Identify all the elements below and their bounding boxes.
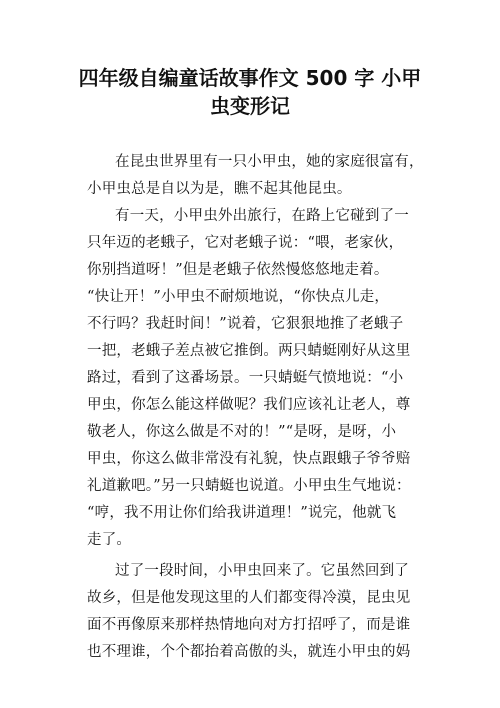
body-line: 礼道歉吧。”另一只蜻蜓也说道。小甲虫生气地说：	[87, 478, 411, 494]
body-line: 你别挡道呀！”但是老蛾子依然慢悠悠地走着。	[87, 262, 389, 278]
title-line-2: 虫变形记	[210, 94, 290, 118]
body-line: 一把，老蛾子差点被它推倒。两只蜻蜓刚好从这里	[87, 343, 411, 359]
title-line-1: 四年级自编童话故事作文 500 字 小甲	[78, 66, 422, 90]
body-line: 过了一段时间，小甲虫回来了。它虽然回到了	[115, 563, 409, 579]
body-line: 有一天，小甲虫外出旅行，在路上它碰到了一	[115, 208, 409, 224]
body-line: 走了。	[87, 532, 132, 548]
body-line: “哼，我不用让你们给我讲道理！”说完，他就飞	[87, 505, 397, 521]
body-line: 故乡，但是他发现这里的人们都变得冷漠，昆虫见	[87, 590, 411, 606]
body-line: “快让开！”小甲虫不耐烦地说，“你快点儿走，	[87, 289, 390, 305]
body-line: 敬老人，你这么做是不对的！”“是呀，是呀，小	[87, 424, 397, 440]
body-line: 甲虫，你这么做非常没有礼貌，快点跟蛾子爷爷赔	[87, 451, 411, 467]
body-line: 甲虫，你怎么能这样做呢？我们应该礼让老人，尊	[87, 397, 411, 413]
body-line: 路过，看到了这番场景。一只蜻蜓气愤地说：“小	[87, 370, 404, 386]
body-line: 也不理谁，个个都抬着高傲的头，就连小甲虫的妈	[87, 644, 411, 660]
body-line: 只年迈的老蛾子，它对老蛾子说：“喂，老家伙，	[87, 235, 404, 251]
body-line: 不行吗？我赶时间！”说着，它狠狠地推了老蛾子	[87, 316, 404, 332]
body-line: 在昆虫世界里有一只小甲虫，她的家庭很富有，	[115, 154, 424, 170]
body-line: 小甲虫总是自以为是，瞧不起其他昆虫。	[87, 181, 352, 197]
body-line: 面不再像原来那样热情地向对方打招呼了，而是谁	[87, 617, 411, 633]
